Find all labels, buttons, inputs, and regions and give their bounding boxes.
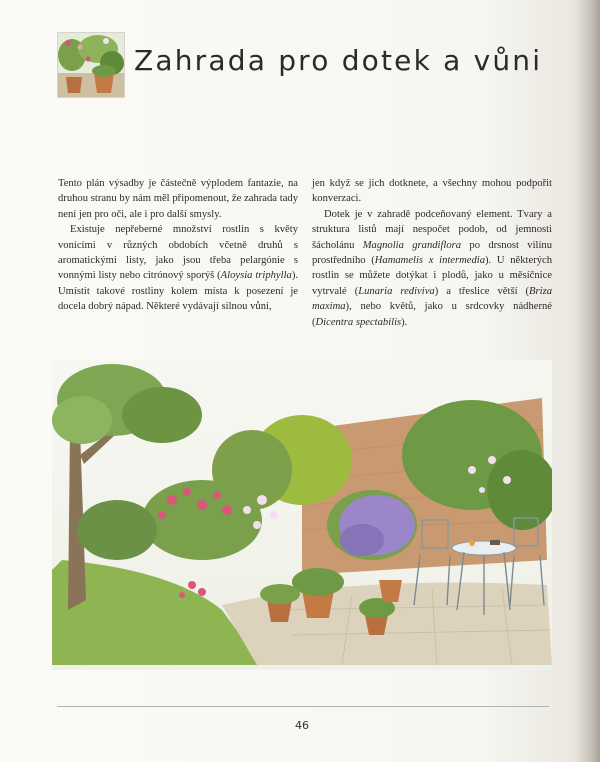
latin-plant-name: Hamamelis x intermedia [374,255,486,267]
latin-plant-name: Magnolia grandiflora [362,239,462,251]
latin-plant-name: Dicentra spectabilis [315,316,402,328]
paragraph: Existuje nepřeberné množství rostlin s květy vonícími v různých obdobích včetně druhů s aromatickými listy, jako jsou třeba pelargónie s vonnými listy nebo citrónový sporýš (Aloysia triphylla). Umístit takové rostliny kolem místa k posezení je docela dobrý nápad. Některé vydávají silnou vůni, [58,224,298,313]
book-spine-shadow [578,0,600,762]
paragraph: Dotek je v zahradě podceňovaný element. Tvary a struktura listů mají nespočet podob, od jemnosti šácholánu Magnolia grandiflora po drsnost vilínu prostředního (Hamamelis x intermedia). U některých rostlin se můžete dotýkat i plodů, jako u měsíčnice vytrvalé (Lunaria rediviva) a třeslice větší (Briza maxima), nebo květů, jako u srdcovky nádherné (Dicentra spectabilis). [312,208,553,328]
text-column-left [58,176,298,315]
paragraph: jen když se jich dotknete, a všechny mohou podpořit konverzaci. [312,178,552,205]
footer-rule [57,706,549,707]
latin-plant-name: Briza maxima [312,285,553,313]
latin-plant-name: Lunaria rediviva [358,285,435,297]
thumbnail-illustration [57,32,125,98]
paragraph: Tento plán výsadby je částečně výplodem fantazie, na druhou stranu by nám měl připomenout, že zahrada tady není jen pro oči, ale i pro další smysly. [58,178,298,220]
page-number: 46 [295,719,309,732]
page-title: Zahrada pro dotek a vůni [134,44,543,77]
text-column-right [312,176,552,330]
latin-plant-name: Aloysia triphylla [220,270,292,282]
garden-illustration [52,360,552,670]
